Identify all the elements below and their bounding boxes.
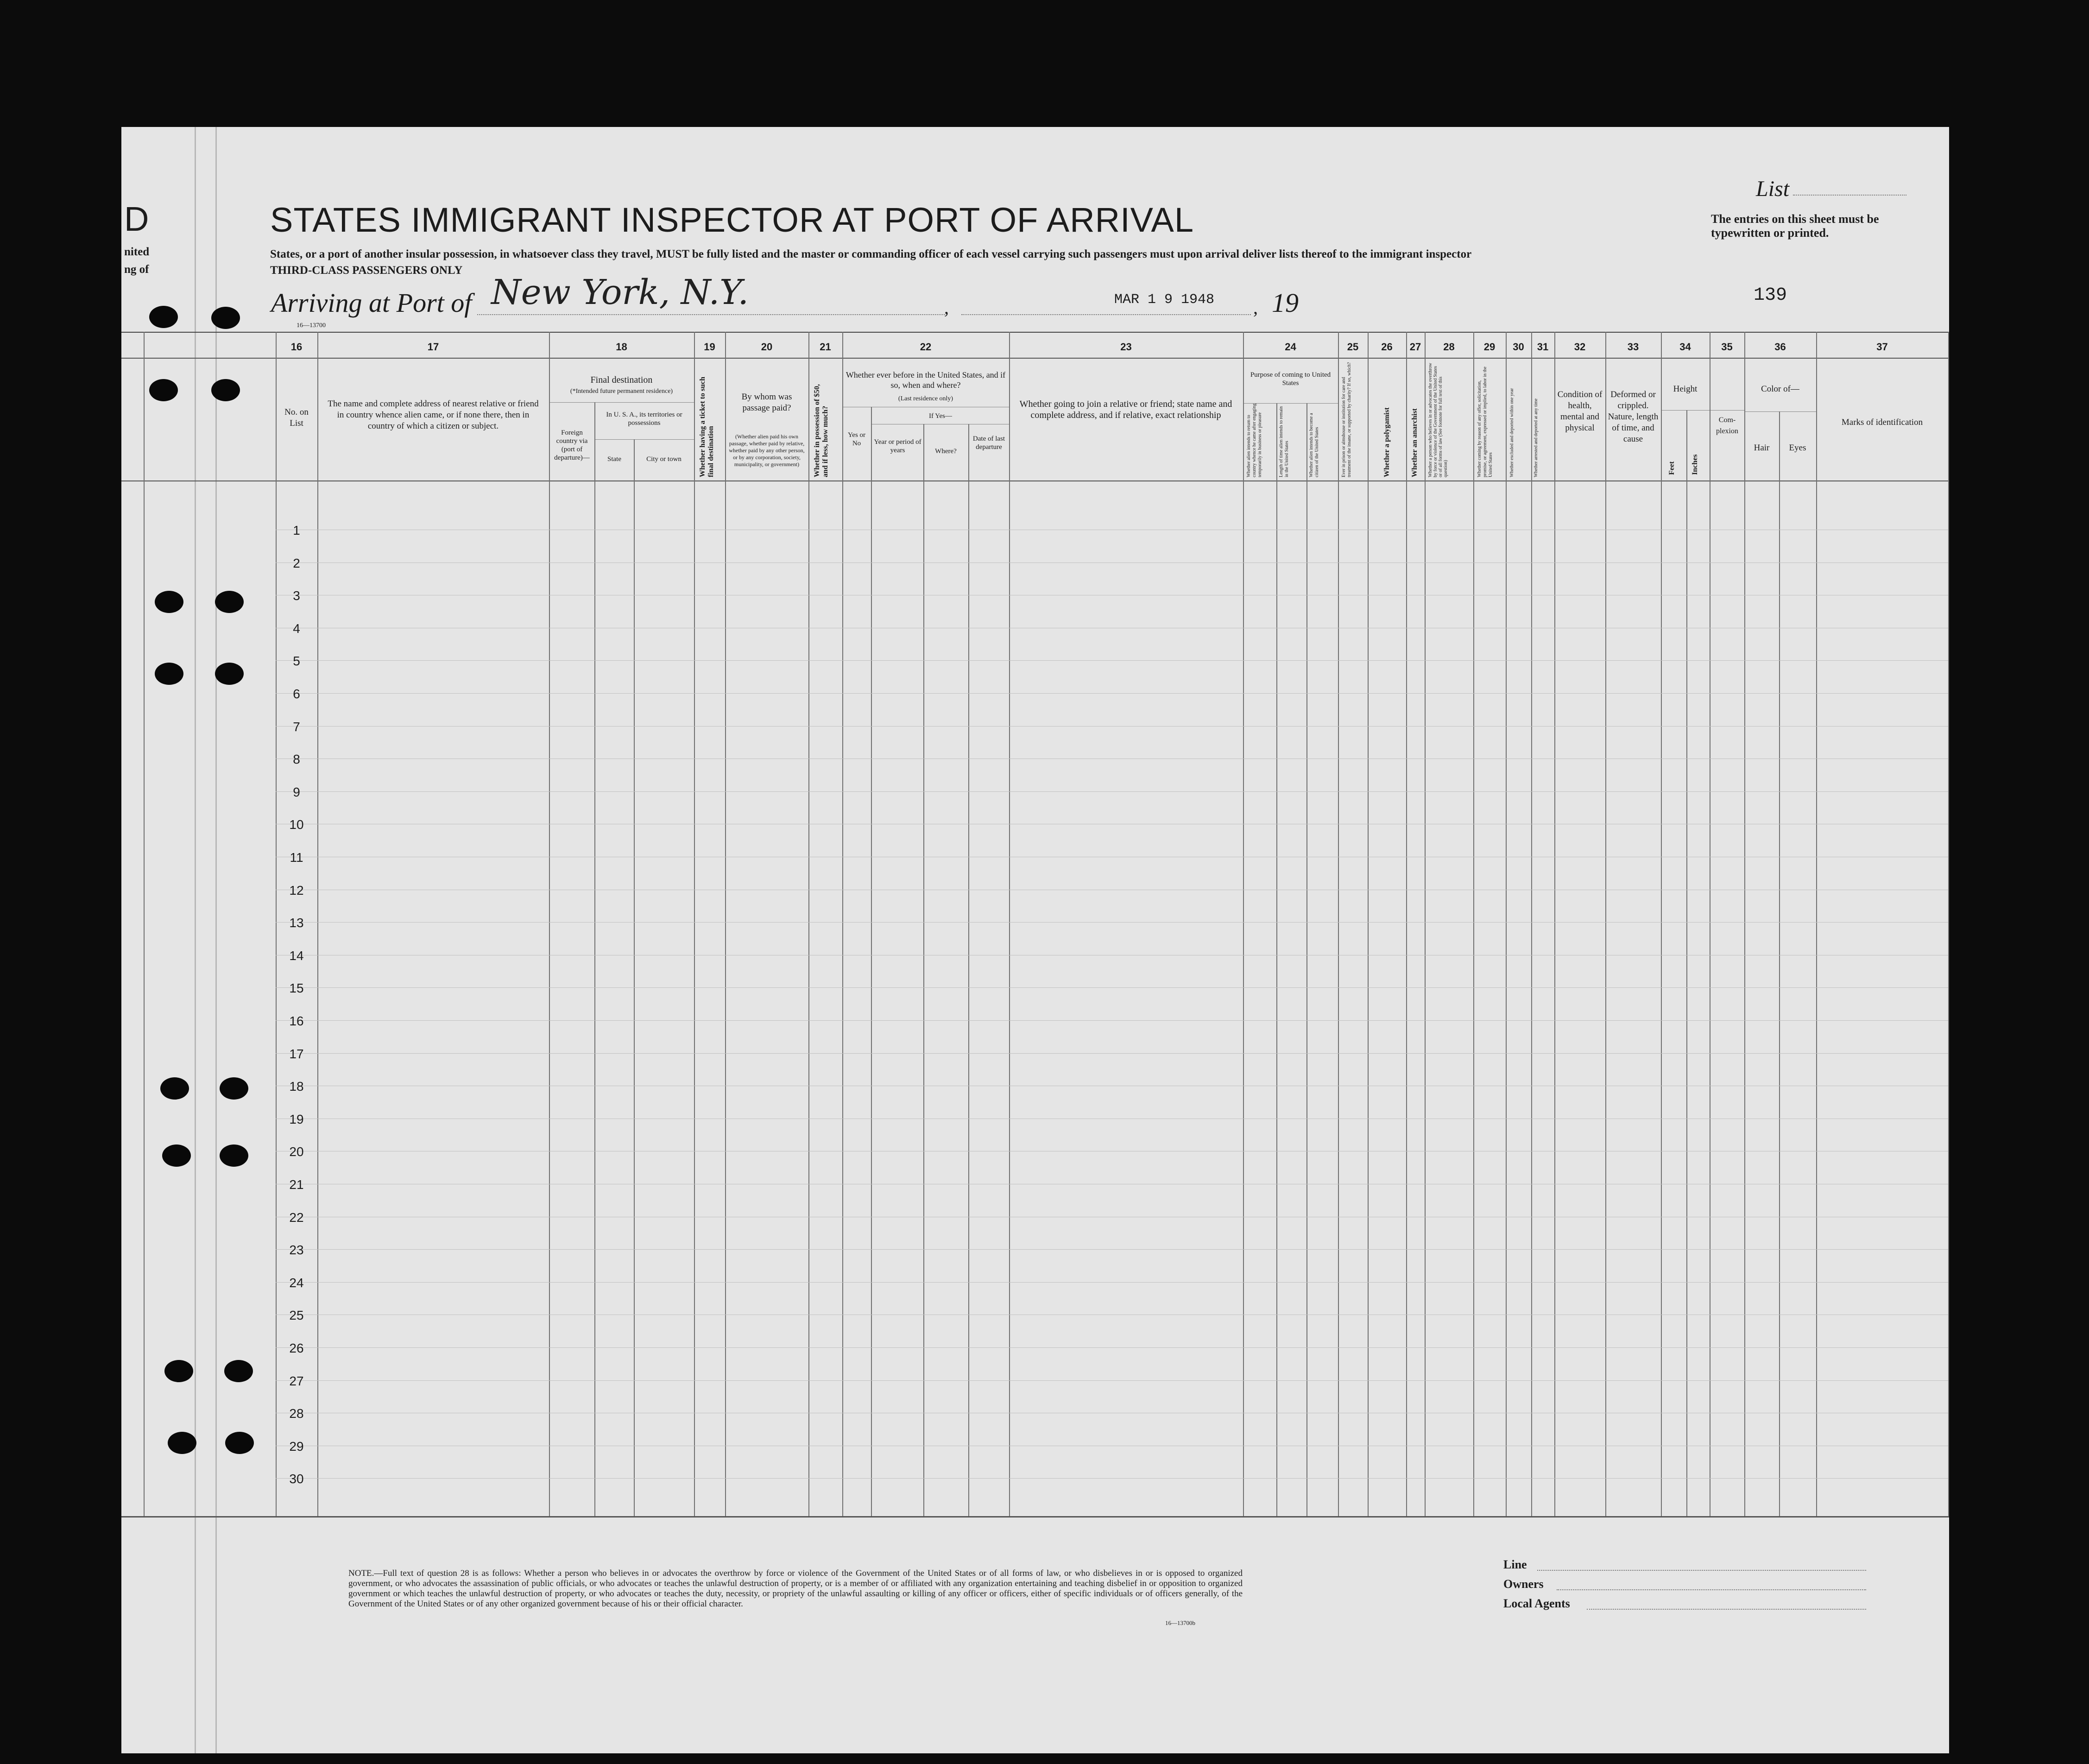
header-marks: Marks of identification [1841,417,1923,427]
row-number: 4 [293,621,300,636]
left-fragment-letter: D [124,200,149,238]
table-row [276,1020,1948,1021]
row-number: 12 [289,883,304,898]
row-number: 29 [289,1439,304,1454]
form-code: 16—13700 [297,322,326,329]
row-number: 6 [293,687,300,701]
row-number: 18 [289,1079,304,1094]
row-number: 14 [289,948,304,963]
row-number: 2 [293,556,300,570]
left-fragment-text: nited [124,246,150,258]
row-number: 13 [289,916,304,930]
footnote-question-28: NOTE.—Full text of question 28 is as follows: Whether a person who believes in or advocates the overthrow by force or violence of the Government of the United States or of all forms of law, or who disbelieves in or is opposed to organized government, or who advocates the assassination of public officials, or who advocates or teaches the unlawful destruction of property, or is a member of or affiliated with any organization entertaining and teaching disbelief in or opposition to organized government or which teaches the unlawful destruction of property, or who advocates or teaches the duty, necessity, or propriety of the unlawful assaulting or killing of any officer or officers, either of specific individuals or of officers generally, of the Government of the United States or of any other organized government because of his or their official character. [348,1568,1243,1609]
table-row [276,1282,1948,1283]
table-row [276,1478,1948,1479]
year-prefix: 19 [1272,288,1299,318]
header-deformed: Deformed or crippled. Nature, length of time, and cause [1608,390,1659,444]
row-number: 5 [293,654,300,668]
page-fold-line [215,127,217,1753]
footnote-code: 16—13700b [1165,1619,1195,1626]
header-excluded: Whether excluded and deported within one year [1509,388,1515,477]
table-row [276,791,1948,792]
row-number: 20 [289,1144,304,1159]
table-row [276,922,1948,923]
header-no-on-list: No. on List [284,407,309,428]
row-number: 26 [289,1341,304,1355]
subtitle: States, or a port of another insular possession, in whatsoever class they travel, MUST be fully listed and the master or commanding officer of each vessel carrying such passengers must upon arrival deliver lists thereof to the immigrant inspector [270,248,1472,260]
typewritten-note: The entries on this sheet must be typewritten or printed. [1711,212,1879,240]
date-stamp: MAR 1 9 1948 [1114,292,1215,308]
local-agents-label: Local Agents [1503,1597,1570,1610]
header-overthrow: Whether a person who believes in or advocates the overthrow by force or violence of the Government of the United States or of all forms of law (See footnote for full text of this question) [1428,363,1448,477]
header-ever-before: Whether ever before in the United States, and if so, when and where? [846,370,1006,390]
header-health: Condition of health, mental and physical [1557,390,1603,433]
header-passage-paid: By whom was passage paid? [741,392,792,413]
header-nearest-relative: The name and complete address of nearest relative or friend in country whence alien came, or if none there, then in country of which a citizen or subject. [328,399,539,431]
left-fragment-text: ng of [124,263,149,276]
header-arrested: Whether arrested and deported at any time [1534,398,1539,477]
page-fold-line [195,127,196,1753]
header-offer: Whether coming by reason of any offer, solicitation, promise, or agreement, expressed or implied, to labor in the United States [1477,367,1493,477]
line-label: Line [1503,1558,1527,1571]
row-number: 16 [289,1014,304,1028]
arriving-label: Arriving at Port of [271,288,472,318]
header-polygamist: Whether a polygamist [1383,407,1391,477]
table-row [276,1380,1948,1381]
row-number: 9 [293,785,300,799]
row-number: 25 [289,1308,304,1322]
header-height: Height [1673,384,1698,394]
row-number: 19 [289,1112,304,1126]
row-number: 21 [289,1177,304,1192]
row-number: 1 [293,523,300,537]
row-number: 8 [293,752,300,766]
table-row [276,1347,1948,1348]
header-money: Whether in possession of $50, and if less, how much? [813,384,829,477]
port-handwritten: New York, N.Y. [491,272,749,312]
row-number: 30 [289,1472,304,1486]
header-anarchist: Whether an anarchist [1411,408,1419,477]
row-number: 22 [289,1210,304,1225]
table-row [276,693,1948,694]
header-final-destination: Final destination [590,375,653,385]
header-ticket: Whether having a ticket to such final destination [699,376,715,477]
table-row [276,1053,1948,1054]
row-number: 24 [289,1276,304,1290]
row-number: 17 [289,1047,304,1061]
header-complexion: Com-plexion [1716,416,1738,435]
header-purpose: Purpose of coming to United States [1250,371,1331,387]
row-number: 23 [289,1243,304,1257]
header-prison: Ever in prison or almshouse or institution for care and treatment of the insane, or supported by charity? If so, which? [1341,362,1352,477]
row-number: 7 [293,720,300,734]
row-number: 28 [289,1406,304,1421]
list-label: List [1756,177,1790,201]
header-color: Color of— [1761,384,1799,394]
header-going-to-join: Whether going to join a relative or friend; state name and complete address, and if relative, exact relationship [1019,399,1232,420]
row-number: 10 [289,817,304,832]
page-number: 139 [1754,285,1787,306]
table-row [276,1249,1948,1250]
row-number: 15 [289,981,304,995]
table-row [276,726,1948,727]
class-line: THIRD-CLASS PASSENGERS ONLY [270,264,463,277]
row-number: 3 [293,588,300,603]
document-sheet [121,127,1949,1753]
row-number: 11 [290,850,303,865]
owners-label: Owners [1503,1577,1544,1591]
page-title: STATES IMMIGRANT INSPECTOR AT PORT OF ARRIVAL [270,201,1194,239]
table-row [276,660,1948,661]
row-number: 27 [289,1374,304,1388]
table-row [276,987,1948,988]
